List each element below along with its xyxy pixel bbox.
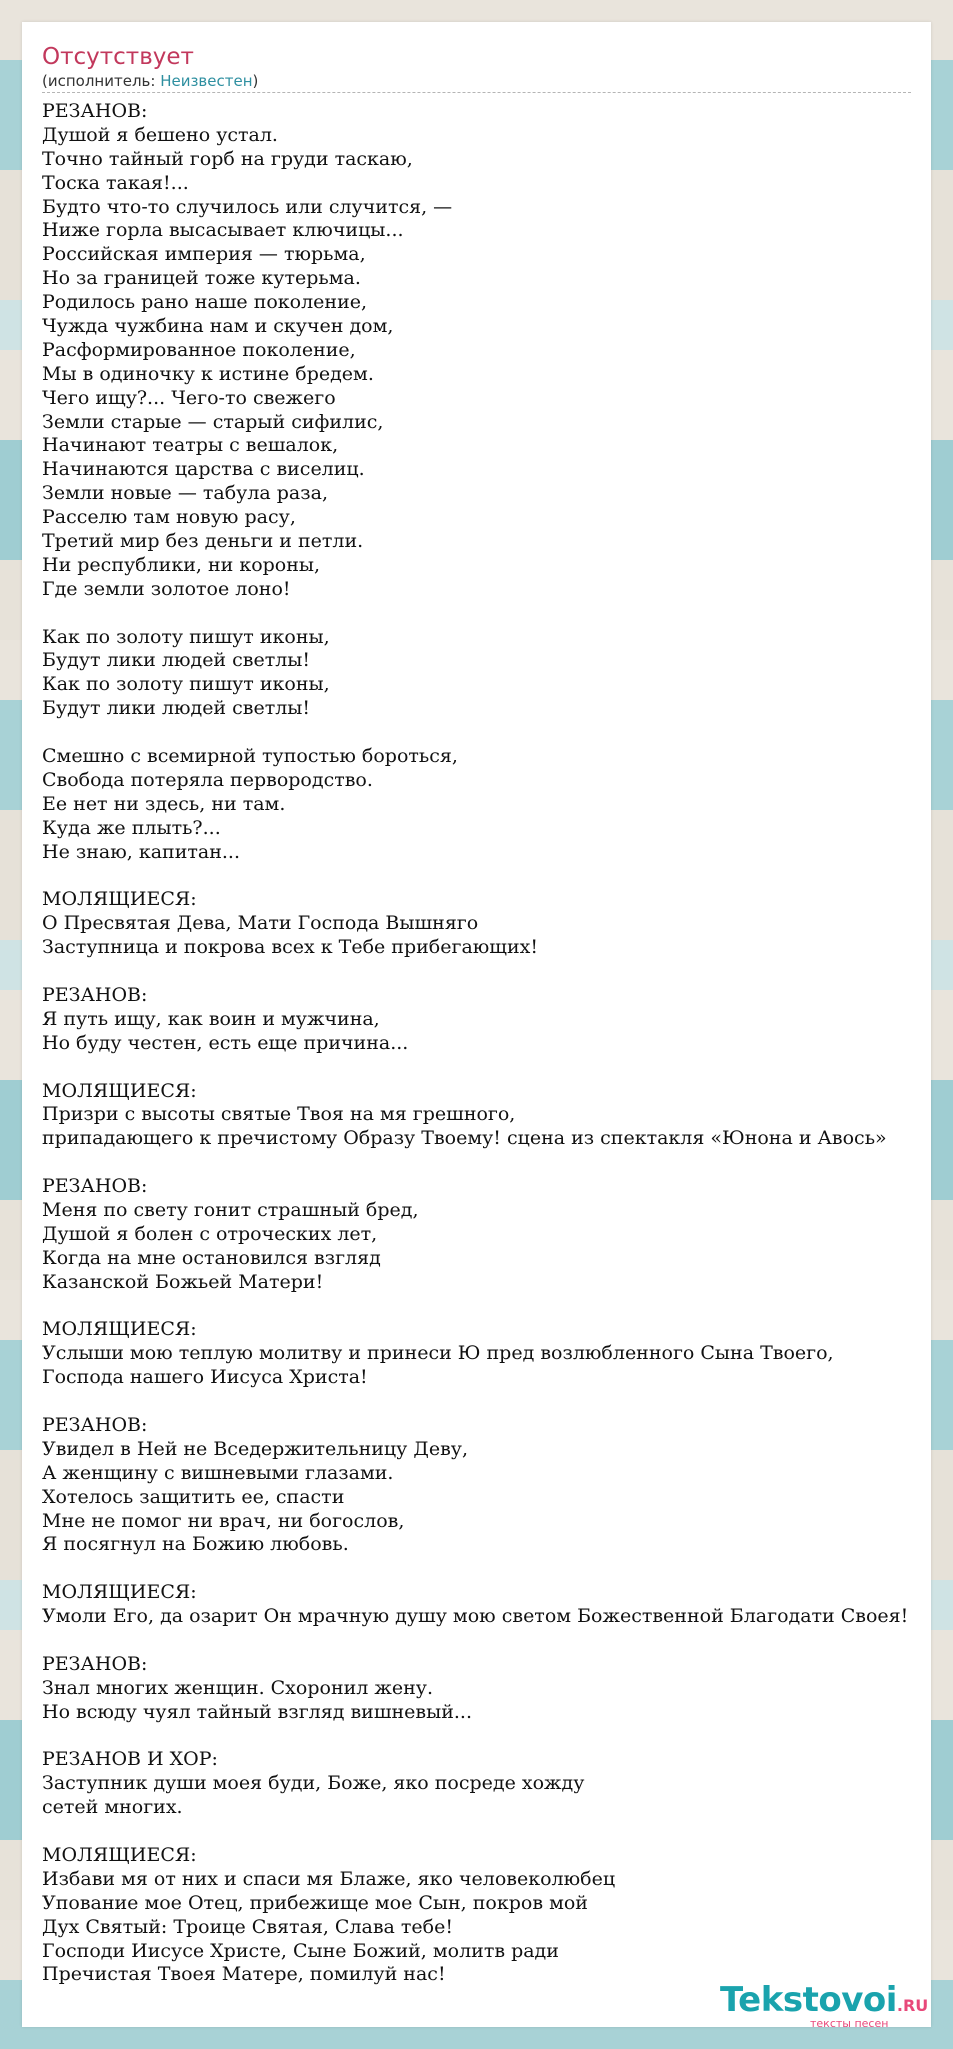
lyric-line: РЕЗАНОВ: (42, 100, 148, 122)
lyric-line: сетей многих. (42, 1796, 183, 1819)
lyric-line: Не знаю, капитан... (42, 840, 240, 863)
lyric-line: Будто что-то случилось или случится, — (42, 195, 453, 218)
lyric-line: Ниже горла высасывает ключицы... (42, 219, 404, 242)
lyric-line: Когда на мне остановился взгляд (42, 1246, 381, 1269)
logo-tagline: тексты песен (810, 2017, 889, 2030)
lyric-line: РЕЗАНОВ: (42, 1175, 148, 1198)
lyric-line: МОЛЯЩИЕСЯ: (42, 1318, 197, 1341)
song-title: Отсутствует (42, 44, 194, 70)
performer-suffix: ) (252, 72, 259, 90)
lyric-line: Господа нашего Иисуса Христа! (42, 1366, 368, 1389)
lyric-line: Умоли Его, да озарит Он мрачную душу мою светом Божественной Благодати Своея! (42, 1605, 909, 1628)
lyric-line: А женщину с вишневыми глазами. (42, 1461, 394, 1484)
lyric-line: Казанской Божьей Матери! (42, 1270, 324, 1293)
lyric-line: Призри с высоты святые Твоя на мя грешного, (42, 1103, 516, 1126)
lyric-blank-line (42, 960, 942, 984)
lyric-line: Где земли золотое лоно! (42, 577, 291, 600)
lyric-line: Я посягнул на Божию любовь. (42, 1533, 349, 1556)
lyric-line: Земли старые — старый сифилис, (42, 410, 384, 433)
lyric-line: Услыши мою теплую молитву и принеси Ю пред возлюбленного Сына Твоего, (42, 1342, 834, 1365)
lyric-line: Расселю там новую расу, (42, 506, 296, 529)
lyric-line: Пречистая Твоея Матере, помилуй нас! (42, 1963, 446, 1986)
lyric-line: Тоска такая!... (42, 171, 189, 194)
lyric-line: Смешно с всемирной тупостью бороться, (42, 745, 458, 768)
lyric-line: МОЛЯЩИЕСЯ: (42, 1079, 197, 1102)
lyric-blank-line (42, 721, 942, 745)
lyric-line: Господи Иисусе Христе, Сыне Божий, молитв ради (42, 1939, 559, 1962)
lyric-line: Начинаются царства с виселиц. (42, 458, 365, 481)
lyric-line: Заступник души моея буди, Боже, яко посреде хожду (42, 1772, 585, 1795)
lyric-line: Расформированное поколение, (42, 338, 356, 361)
lyric-line: Чего ищу?... Чего-то свежего (42, 386, 336, 409)
lyric-line: Свобода потеряла первородство. (42, 768, 373, 791)
lyric-line: Увидел в Ней не Вседержительницу Деву, (42, 1437, 468, 1460)
lyric-blank-line (42, 1390, 942, 1414)
lyric-line: Будут лики людей светлы! (42, 697, 311, 720)
lyric-line: Заступница и покрова всех к Тебе прибегающих! (42, 936, 538, 959)
lyric-line: Третий мир без деньги и петли. (42, 530, 364, 553)
lyric-line: Ее нет ни здесь, ни там. (42, 792, 286, 815)
performer-link[interactable]: Неизвестен (160, 72, 253, 90)
lyric-line: Но за границей тоже кутерьма. (42, 267, 361, 290)
lyric-line: Будут лики людей светлы! (42, 649, 311, 672)
lyric-blank-line (42, 602, 942, 626)
lyric-line: МОЛЯЩИЕСЯ: (42, 888, 197, 911)
lyric-blank-line (42, 1295, 942, 1319)
lyric-line: Знал многих женщин. Схоронил жену. (42, 1676, 433, 1699)
site-logo[interactable] (720, 1980, 929, 2030)
lyric-line: Как по золоту пишут иконы, (42, 673, 330, 696)
lyric-line: РЕЗАНОВ И ХОР: (42, 1748, 218, 1771)
lyric-blank-line (42, 865, 942, 889)
song-header (42, 42, 911, 93)
lyric-line: Родилось рано наше поколение, (42, 291, 368, 314)
lyric-line: МОЛЯЩИЕСЯ: (42, 1844, 197, 1867)
lyric-line: Упование мое Отец, прибежище мое Сын, покров мой (42, 1891, 588, 1914)
lyric-line: РЕЗАНОВ: (42, 1413, 148, 1436)
lyric-line: Начинают театры с вешалок, (42, 434, 339, 457)
lyrics-text (42, 100, 942, 1987)
lyric-line: МОЛЯЩИЕСЯ: (42, 1581, 197, 1604)
logo-domain: .RU (896, 1996, 929, 2015)
lyric-line: Мне не помог ни врач, ни богослов, (42, 1509, 405, 1532)
lyric-blank-line (42, 1056, 942, 1080)
lyric-line: Российская империя — тюрьма, (42, 243, 366, 266)
lyric-line: Но буду честен, есть еще причина... (42, 1031, 409, 1054)
lyric-line: Меня по свету гонит страшный бред, (42, 1198, 419, 1221)
lyric-line: РЕЗАНОВ: (42, 983, 148, 1006)
lyric-line: Но всюду чуял тайный взгляд вишневый... (42, 1700, 473, 1723)
lyric-line: Чужда чужбина нам и скучен дом, (42, 315, 394, 338)
logo-name: Tekstovoi (720, 1980, 897, 2020)
lyric-line: РЕЗАНОВ: (42, 1652, 148, 1675)
lyric-blank-line (42, 1557, 942, 1581)
lyric-line: Дух Святый: Троице Святая, Слава тебе! (42, 1915, 453, 1938)
lyric-line: Душой я бешено устал. (42, 123, 278, 146)
lyric-line: Точно тайный горб на груди таскаю, (42, 147, 413, 170)
lyric-line: Куда же плыть?... (42, 816, 221, 839)
lyric-line: припадающего к пречистому Образу Твоему! сцена из спектакля «Юнона и Авось» (42, 1127, 887, 1150)
lyrics-page (22, 22, 931, 2030)
lyric-line: Ни республики, ни короны, (42, 553, 321, 576)
lyric-blank-line (42, 1725, 942, 1749)
lyric-line: Мы в одиночку к истине бредем. (42, 362, 374, 385)
lyric-line: О Пресвятая Дева, Мати Господа Вышняго (42, 912, 479, 935)
lyric-line: Избави мя от них и спаси мя Блаже, яко человеколюбец (42, 1867, 616, 1890)
lyric-line: Душой я болен с отроческих лет, (42, 1222, 378, 1245)
lyric-line: Земли новые — табула раза, (42, 482, 328, 505)
lyric-blank-line (42, 1629, 942, 1653)
lyric-line: Как по золоту пишут иконы, (42, 625, 330, 648)
lyric-line: Я путь ищу, как воин и мужчина, (42, 1007, 380, 1030)
lyric-blank-line (42, 1820, 942, 1844)
lyric-line: Хотелось защитить ее, спасти (42, 1485, 345, 1508)
performer-line (42, 72, 911, 90)
performer-prefix: (исполнитель: (42, 72, 161, 90)
lyric-blank-line (42, 1151, 942, 1175)
